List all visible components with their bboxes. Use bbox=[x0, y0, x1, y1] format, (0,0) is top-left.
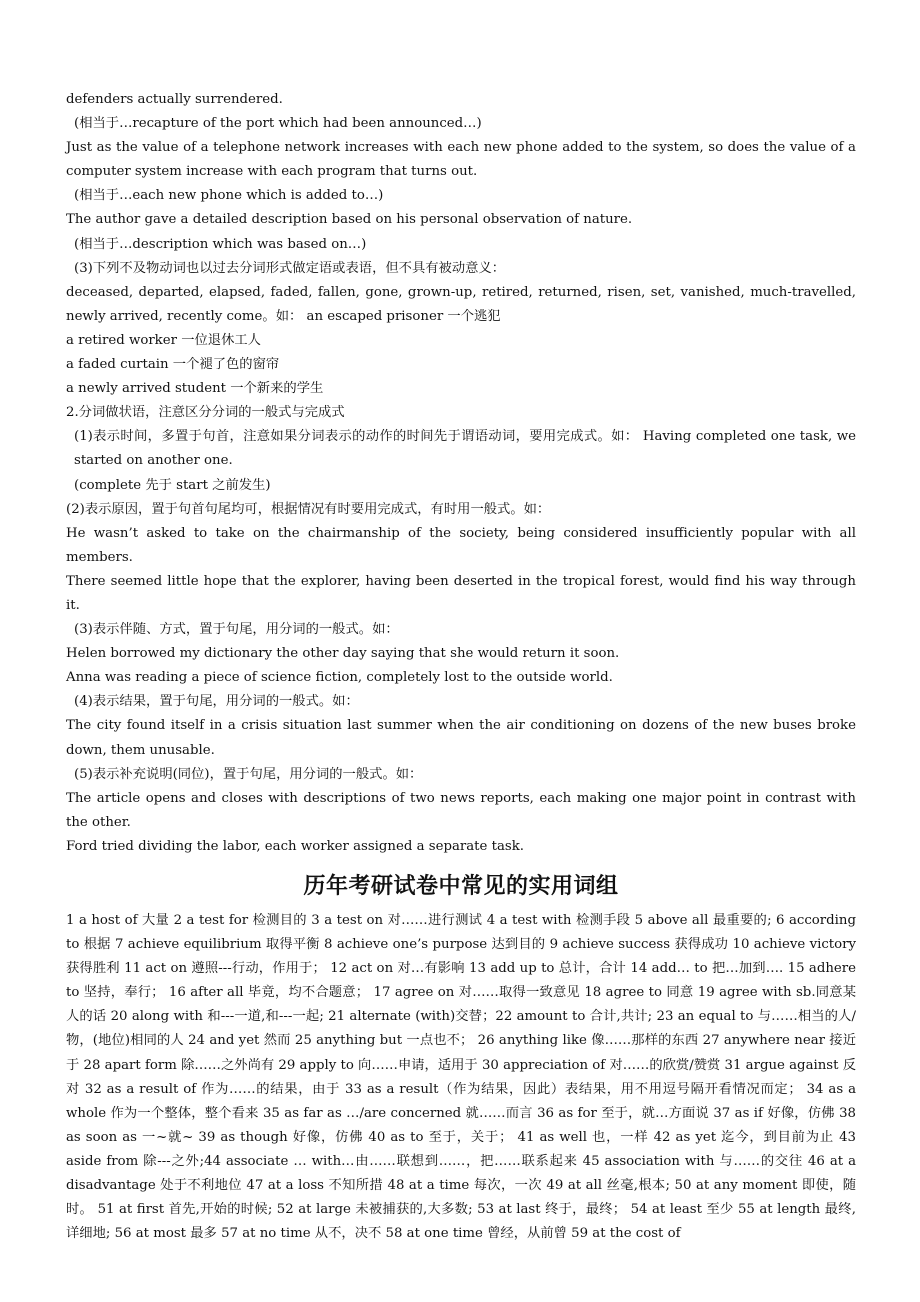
text-line: deceased, departed, elapsed, faded, fallen, gone, grown-up, retired, returned, risen, set, vanished, much-travelled, newly arrived, recently come。如： an escaped prisoner 一个逃犯 bbox=[66, 284, 856, 324]
text-line: (4)表示结果，置于句尾，用分词的一般式。如： bbox=[74, 694, 359, 710]
text-line: (complete 先于 start 之前发生) bbox=[74, 477, 271, 493]
text-line: (2)表示原因，置于句首句尾均可，根据情况有时要用完成式，有时用一般式。如： bbox=[66, 501, 551, 517]
text-line: He wasn’t asked to take on the chairmanship of the society, being considered insufficiently popular with all members. bbox=[66, 525, 856, 565]
text-line: 2.分词做状语，注意区分分词的一般式与完成式 bbox=[66, 405, 345, 421]
text-line: (3)下列不及物动词也以过去分词形式做定语或表语，但不具有被动意义： bbox=[74, 260, 506, 276]
text-line: The author gave a detailed description based on his personal observation of nature. bbox=[66, 212, 633, 228]
text-line: a faded curtain 一个褪了色的窗帘 bbox=[66, 357, 280, 373]
text-line: (相当于…recapture of the port which had been announced…) bbox=[74, 116, 482, 132]
text-line: Anna was reading a piece of science fiction, completely lost to the outside world. bbox=[66, 670, 613, 686]
text-line: (1)表示时间，多置于句首，注意如果分词表示的动作的时间先于谓语动词，要用完成式。如： Having completed one task, we started on another one. bbox=[74, 429, 856, 469]
text-line: (5)表示补充说明(同位)，置于句尾，用分词的一般式。如： bbox=[74, 766, 423, 782]
phrase-list-paragraph: 1 a host of 大量 2 a test for 检测目的 3 a test on 对……进行测试 4 a test with 检测手段 5 above all 最重要的; 6 according to 根据 7 achieve equilibrium 取得平衡 8 achieve one’s purpose 达到目的 9 achieve success 获得成功 10 achieve victory 获得胜利 11 act on 遵照---行动，作用于； 12 act on 对…有影响 13 add up to 总计，合计 14 add… to 把…加到…. 15 adhere to 坚持，奉行； 16 after all 毕竟，均不合题意； 17 agree on 对……取得一致意见 18 agree to 同意 19 agree with sb.同意某人的话 20 along with 和---一道,和---一起; 21 alternate (with)交替；22 amount to 合计,共计; 23 an equal to 与……相当的人/物，(地位)相同的人 24 and yet 然而 25 anything but 一点也不； 26 anything like 像……那样的东西 27 anywhere near 接近于 28 apart form 除……之外尚有 29 apply to 向……申请，适用于 30 appreciation of 对……的欣赏/赞赏 31 argue against 反对 32 as a result of 作为……的结果，由于 33 as a result（作为结果，因此）表结果，用不用逗号隔开看情况而定； 34 as a whole 作为一个整体，整个看来 35 as far as …/are concerned 就……而言 36 as for 至于，就…方面说 37 as if 好像，仿佛 38 as soon as 一~就~ 39 as though 好像，仿佛 40 as to 至于，关于； 41 as well 也，一样 42 as yet 迄今，到目前为止 43 aside from 除---之外;44 associate … with…由……联想到……，把……联系起来 45 association with 与……的交往 46 at a disadvantage 处于不利地位 47 at a loss 不知所措 48 at a time 每次，一次 49 at all 丝毫,根本; 50 at any moment 即使，随时。 51 at first 首先,开始的时候; 52 at large 未被捕获的,大多数; 53 at last 终于，最终； 54 at least 至少 55 at length 最终,详细地; 56 at most 最多 57 at no time 从不，决不 58 at one time 曾经，从前曾 59 at the cost of bbox=[66, 913, 857, 1242]
text-line: The city found itself in a crisis situation last summer when the air conditioning on dozens of the new buses broke down, them unusable. bbox=[66, 718, 856, 758]
text-line: (相当于…description which was based on…) bbox=[74, 236, 367, 252]
text-line: The article opens and closes with descriptions of two news reports, each making one major point in contrast with the other. bbox=[66, 790, 856, 830]
text-line: (相当于…each new phone which is added to…) bbox=[74, 188, 384, 204]
text-line: defenders actually surrendered. bbox=[66, 92, 283, 107]
text-line: Just as the value of a telephone network increases with each new phone added to the system, so does the value of a computer system increase with each program that turns out. bbox=[66, 140, 856, 180]
text-line: Helen borrowed my dictionary the other day saying that she would return it soon. bbox=[66, 646, 620, 662]
text-line: Ford tried dividing the labor, each worker assigned a separate task. bbox=[66, 838, 524, 854]
section-title: 历年考研试卷中常见的实用词组 bbox=[303, 874, 619, 899]
document-page bbox=[66, 88, 856, 1246]
text-line: a retired worker 一位退休工人 bbox=[66, 332, 261, 348]
text-line: There seemed little hope that the explorer, having been deserted in the tropical forest, would find his way through it. bbox=[66, 573, 856, 613]
participle-grammar-section bbox=[66, 88, 856, 859]
text-line: (3)表示伴随、方式，置于句尾，用分词的一般式。如： bbox=[74, 622, 399, 638]
text-line: a newly arrived student 一个新来的学生 bbox=[66, 381, 324, 397]
